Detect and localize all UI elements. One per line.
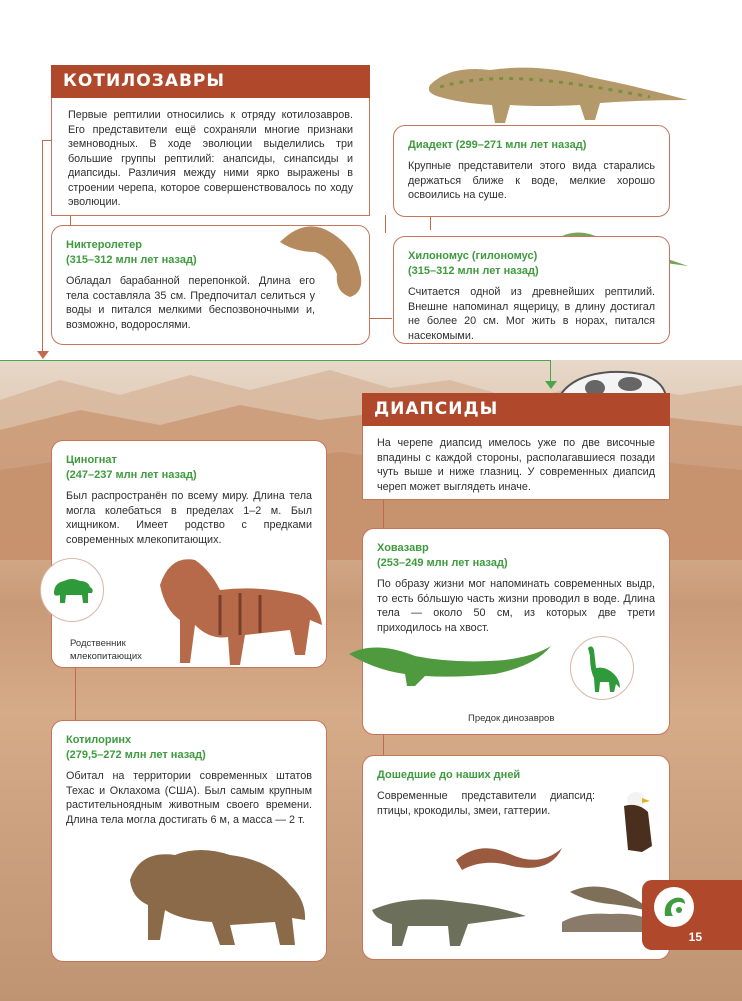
section-intro-diapsidy (362, 426, 670, 500)
section-title-kotilozavry: КОТИЛОЗАВРЫ (51, 65, 370, 98)
connector-line (430, 215, 431, 230)
connector-line (385, 215, 386, 233)
snake-illustration (450, 830, 570, 880)
badge-caption: Предок динозавров (468, 713, 555, 724)
card-title-period: (247–237 млн лет назад) (66, 469, 197, 481)
card-khilonomus (393, 236, 670, 344)
card-title-name: Циногнат (66, 454, 117, 466)
dinosaur-ancestor-badge (570, 636, 634, 700)
card-title-period: (253–249 млн лет назад) (377, 557, 508, 569)
card-text: Обитал на территории современных штатов Техас и Оклахома (США). Был самым крупным растительноядным животным своего времени. Длина тела могла достигать 6 м, а масса — 2 т. (66, 770, 312, 826)
card-text: По образу жизни мог напоминать современных выдр, то есть бо́льшую часть жизни проводил в воде. Длина тела — около 50 см, из которых две трети приходилось на хвост. (377, 578, 655, 634)
card-title-period: (315–312 млн лет назад) (66, 254, 197, 266)
card-text: Обладал барабанной перепонкой. Длина его тела составляла 35 см. Предпочитал селиться у воды и питался мелкими беспозвоночными и, возможно, водорослями. (66, 275, 315, 331)
card-title-name: Ховазавр (377, 542, 429, 554)
bear-icon (50, 575, 94, 605)
section-title-diapsidy: ДИАПСИДЫ (362, 393, 670, 426)
card-title: Диадект (299–271 млн лет назад) (408, 139, 587, 151)
card-title (377, 541, 655, 571)
cynognat-illustration (150, 545, 325, 670)
card-hovasaur (362, 528, 670, 735)
card-title (408, 249, 655, 279)
connector-line (370, 318, 392, 319)
connector-line (383, 500, 384, 528)
card-title (66, 453, 312, 483)
card-text: Был распространён по всему миру. Длина тела могла колебаться в пределах 1–2 м. Был хищником. Имеет родство с предками современных млекопитающих. (66, 490, 312, 546)
card-title-name: Никтеролетер (66, 239, 142, 251)
connector-line (383, 735, 384, 755)
card-text: Современные представители диапсид: птицы, крокодилы, змеи, гаттерии. (377, 790, 595, 817)
crocodile-illustration (368, 880, 528, 950)
section-intro-kotilozavry (51, 98, 370, 216)
card-title-period: (315–312 млн лет назад) (408, 265, 539, 277)
card-title (66, 733, 312, 763)
lizard-logo-icon (654, 887, 694, 927)
card-text: Считается одной из древнейших рептилий. Внешне напоминал ящерицу, в длину достигал не более 20 см. Мог жить в норах, питался насекомыми. (408, 286, 655, 342)
intro-text: На черепе диапсид имелось уже по две височные впадины с каждой стороны, располагавшиеся позади чуть выше и ниже глазниц. У современных диапсид череп может выглядеть иначе. (377, 437, 655, 493)
card-title-name: Котилоринх (66, 734, 132, 746)
connector-line (42, 140, 43, 355)
card-diadekt (393, 125, 670, 217)
card-title-name: Хилономус (гилономус) (408, 250, 538, 262)
green-connector-line (0, 360, 550, 361)
dinosaur-icon (582, 644, 622, 692)
diadekt-illustration (420, 45, 690, 125)
card-title: Дошедшие до наших дней (377, 769, 521, 781)
intro-text: Первые рептилии относились к отряду котилозавров. Его представители ещё сохраняли многие признаки земноводных. В ходе эволюции выделились три большие группы рептилий: анапсиды, синапсиды и диапсиды. Различия между ними ярко выражены в строении черепа, которое совершенствовалось по ходу эволюции. (68, 109, 353, 208)
lizard-icon (659, 892, 689, 922)
eagle-illustration (614, 790, 660, 860)
badge-caption: Родственник млекопитающих (70, 638, 142, 662)
arrow-down-icon (36, 350, 50, 360)
connector-line (75, 668, 76, 720)
hovasaur-illustration (345, 636, 555, 691)
card-title-period: (279,5–272 млн лет назад) (66, 749, 206, 761)
page-number: 15 (688, 930, 702, 944)
kotilorinkh-illustration (120, 840, 310, 950)
nikteroleter-illustration (275, 212, 375, 302)
card-text: Крупные представители этого вида старались держаться ближе к воде, мелкие хорошо освоились на суше. (408, 160, 655, 201)
mammal-relative-badge (40, 558, 104, 622)
